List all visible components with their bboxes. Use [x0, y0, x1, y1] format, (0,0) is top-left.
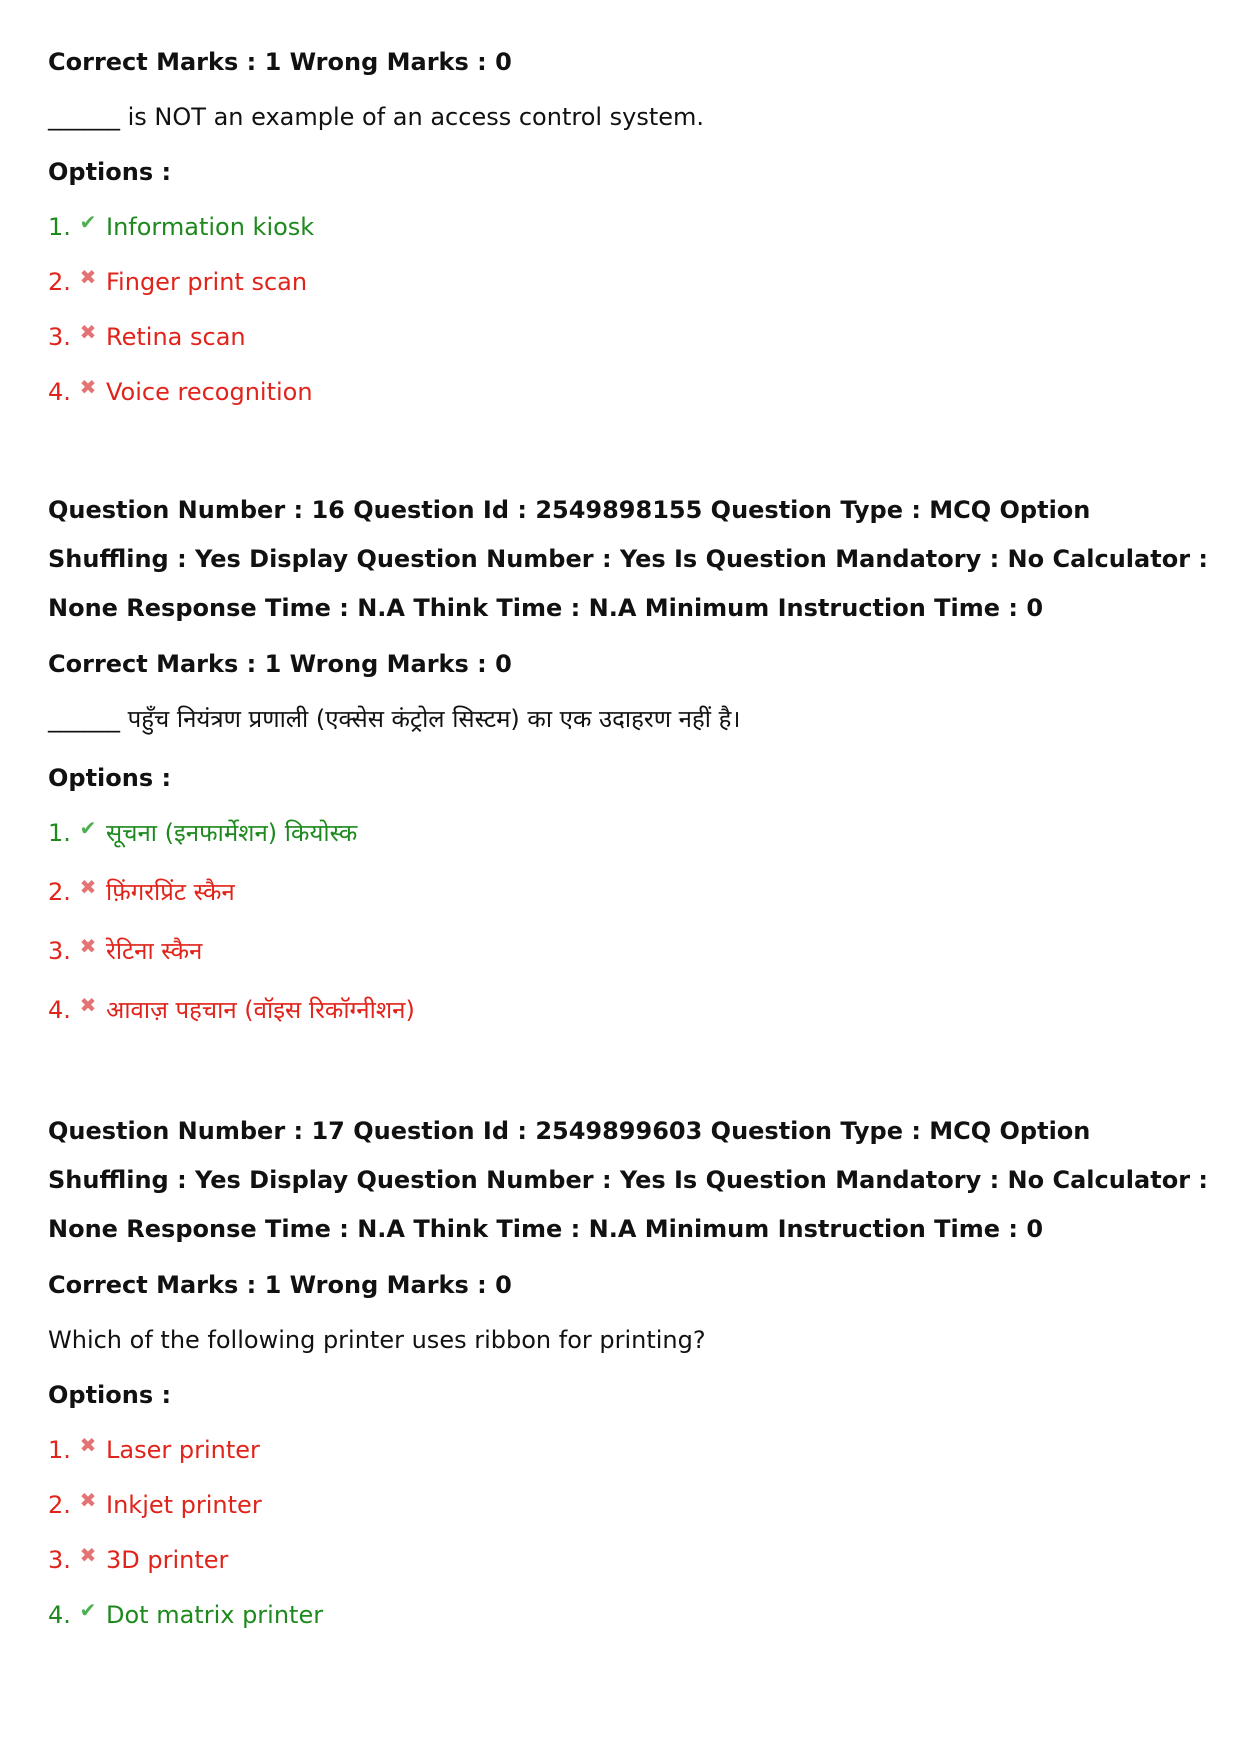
option-text: Finger print scan	[106, 268, 308, 296]
q15-option-4	[48, 376, 313, 408]
option-number: 3.	[48, 323, 71, 351]
cross-icon: ✖	[79, 875, 97, 899]
q17-meta: Question Number : 17 Question Id : 2549899603 Question Type : MCQ Option Shuffling : Yes Display Question Number : Yes Is Question Mandatory : No Calculator : None Response Time : N.A Think Time : N.A Minimum Instruction Time : 0	[48, 1117, 1208, 1243]
cross-icon: ✖	[79, 1488, 97, 1512]
q17-options-label: Options :	[48, 1381, 172, 1409]
option-text: Information kiosk	[106, 213, 315, 241]
cross-icon: ✖	[79, 1433, 97, 1457]
option-number: 2.	[48, 878, 71, 906]
option-text: 3D printer	[106, 1546, 229, 1574]
q15-question-text: ______ is NOT an example of an access control system.	[48, 103, 705, 131]
option-text: Dot matrix printer	[106, 1601, 324, 1629]
cross-icon: ✖	[79, 934, 97, 958]
option-text: Inkjet printer	[106, 1491, 262, 1519]
option-number: 1.	[48, 819, 71, 847]
option-number: 4.	[48, 378, 71, 406]
q16-options-label: Options :	[48, 764, 172, 792]
cross-icon: ✖	[79, 1543, 97, 1567]
q17-option-2	[48, 1489, 262, 1521]
option-number: 1.	[48, 213, 71, 241]
option-text: रेटिना स्कैन	[106, 937, 203, 965]
q16-meta: Question Number : 16 Question Id : 2549898155 Question Type : MCQ Option Shuffling : Yes Display Question Number : Yes Is Question Mandatory : No Calculator : None Response Time : N.A Think Time : N.A Minimum Instruction Time : 0	[48, 496, 1208, 622]
option-number: 2.	[48, 1491, 71, 1519]
q16-option-3	[48, 935, 202, 967]
cross-icon: ✖	[79, 265, 97, 289]
option-text: Laser printer	[106, 1436, 260, 1464]
q15-option-2	[48, 266, 307, 298]
option-text: Retina scan	[106, 323, 246, 351]
q17-option-4	[48, 1599, 323, 1631]
q17-option-1	[48, 1434, 260, 1466]
q16-option-2	[48, 876, 235, 908]
option-number: 4.	[48, 1601, 71, 1629]
q15-option-3	[48, 321, 246, 353]
option-text: Voice recognition	[106, 378, 313, 406]
check-icon: ✔	[79, 1598, 97, 1622]
option-number: 1.	[48, 1436, 71, 1464]
option-text: सूचना (इनफार्मेशन) कियोस्क	[106, 819, 358, 847]
check-icon: ✔	[79, 210, 97, 234]
q16-option-4	[48, 994, 415, 1026]
q15-option-1	[48, 211, 314, 243]
option-number: 3.	[48, 1546, 71, 1574]
q15-options-label: Options :	[48, 158, 172, 186]
cross-icon: ✖	[79, 993, 97, 1017]
option-number: 3.	[48, 937, 71, 965]
q16-marks: Correct Marks : 1 Wrong Marks : 0	[48, 650, 512, 678]
option-text: फ़िंगरप्रिंट स्कैन	[106, 878, 235, 906]
cross-icon: ✖	[79, 375, 97, 399]
q16-question-text: ______ पहुँच नियंत्रण प्रणाली (एक्सेस कंट्रोल सिस्टम) का एक उदाहरण नहीं है।	[48, 705, 741, 733]
option-number: 4.	[48, 996, 71, 1024]
q17-option-3	[48, 1544, 228, 1576]
q16-option-1	[48, 817, 357, 849]
q17-question-text: Which of the following printer uses ribbon for printing?	[48, 1326, 706, 1354]
option-text: आवाज़ पहचान (वॉइस रिकॉग्नीशन)	[106, 996, 415, 1024]
option-number: 2.	[48, 268, 71, 296]
cross-icon: ✖	[79, 320, 97, 344]
q17-marks: Correct Marks : 1 Wrong Marks : 0	[48, 1271, 512, 1299]
q15-marks: Correct Marks : 1 Wrong Marks : 0	[48, 48, 512, 76]
check-icon: ✔	[79, 816, 97, 840]
